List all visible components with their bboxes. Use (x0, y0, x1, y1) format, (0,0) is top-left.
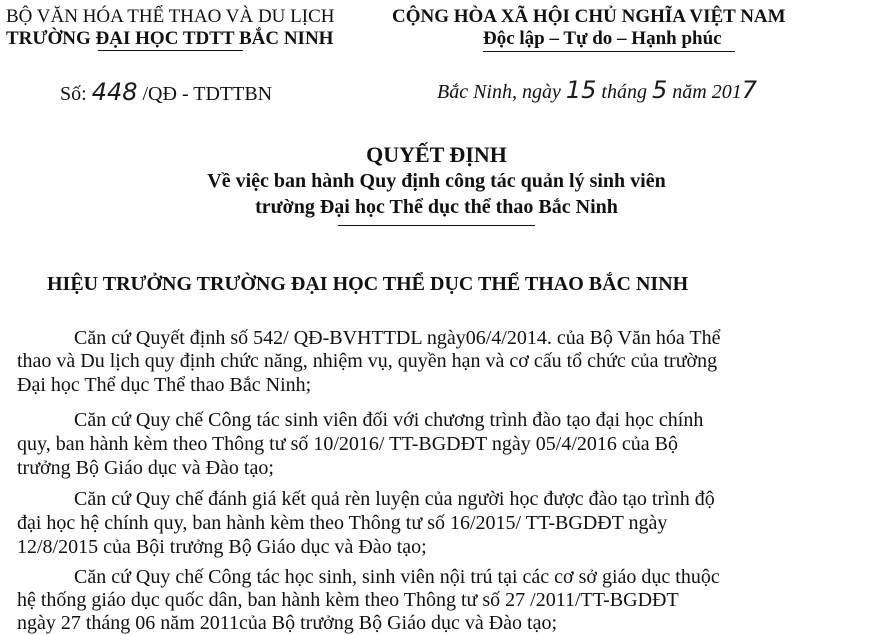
paragraph-2-line-1: Căn cứ Quy chế Công tác sinh viên đối với chương trình đào tạo đại học chính (74, 409, 704, 431)
document-subtitle-line1: Về việc ban hành Quy định công tác quản lý sinh viên (207, 170, 666, 192)
paragraph-1-line-3: Đại học Thể dục Thể thao Bắc Ninh; (17, 374, 312, 396)
paragraph-2-line-2: quy, ban hành kèm theo Thông tư số 10/2016/ TT-BGDĐT ngày 05/4/2016 của Bộ (17, 433, 678, 455)
paragraph-3-line-1: Căn cứ Quy chế đánh giá kết quả rèn luyện của người học được đào tạo trình độ (74, 488, 715, 510)
date-year-label: năm 201 (672, 81, 742, 103)
paragraph-4-line-1: Căn cứ Quy chế Công tác học sinh, sinh viên nội trú tại các cơ sở giáo dục thuộc (74, 566, 720, 588)
handwritten-month: 5 (651, 76, 668, 104)
paragraph-1-line-2: thao và Du lịch quy định chức năng, nhiệm vụ, quyền hạn và cơ cấu tổ chức của trường (17, 350, 718, 372)
reference-number (60, 78, 272, 106)
document-subtitle-line2: trường Đại học Thể dục thể thao Bắc Ninh (255, 196, 618, 218)
university-name-underline (98, 50, 243, 51)
country-name: CỘNG HÒA XÃ HỘI CHỦ NGHĨA VIỆT NAM (392, 6, 786, 27)
national-motto: Độc lập – Tự do – Hạnh phúc (483, 28, 722, 49)
paragraph-2-line-3: trưởng Bộ Giáo dục và Đào tạo; (17, 457, 274, 479)
reference-prefix: Số: (60, 83, 87, 105)
date-place: Bắc Ninh, ngày (437, 81, 561, 103)
handwritten-reference-number: 448 (91, 78, 138, 106)
paragraph-3-line-3: 12/8/2015 của Bội trưởng Bộ Giáo dục và Đào tạo; (17, 536, 427, 558)
document-title: QUYẾT ĐỊNH (366, 142, 507, 167)
date-month-label: tháng (601, 81, 647, 103)
paragraph-4-line-2: hệ thống giáo dục quốc dân, ban hành kèm theo Thông tư số 27 /2011/TT-BGDĐT (17, 589, 679, 611)
date-line (437, 76, 757, 104)
issuing-authority: HIỆU TRƯỞNG TRƯỜNG ĐẠI HỌC THỂ DỤC THỂ THAO BẮC NINH (47, 273, 689, 295)
handwritten-year-digit: 7 (741, 76, 757, 104)
reference-suffix: /QĐ - TDTTBN (142, 83, 273, 105)
paragraph-3-line-2: đại học hệ chính quy, ban hành kèm theo Thông tư số 16/2015/ TT-BGDĐT ngày (17, 512, 668, 534)
handwritten-day: 15 (565, 76, 597, 104)
ministry-name: BỘ VĂN HÓA THỂ THAO VÀ DU LỊCH (6, 6, 335, 27)
subtitle-underline (338, 225, 535, 226)
university-name: TRƯỜNG ĐẠI HỌC TDTT BẮC NINH (6, 28, 334, 49)
paragraph-4-line-3: ngày 27 tháng 06 năm 2011của Bộ trưởng Bộ Giáo dục và Đào tạo; (17, 612, 558, 634)
paragraph-1-line-1: Căn cứ Quyết định số 542/ QĐ-BVHTTDL ngày06/4/2014. của Bộ Văn hóa Thể (74, 327, 721, 349)
national-motto-underline (483, 51, 735, 52)
